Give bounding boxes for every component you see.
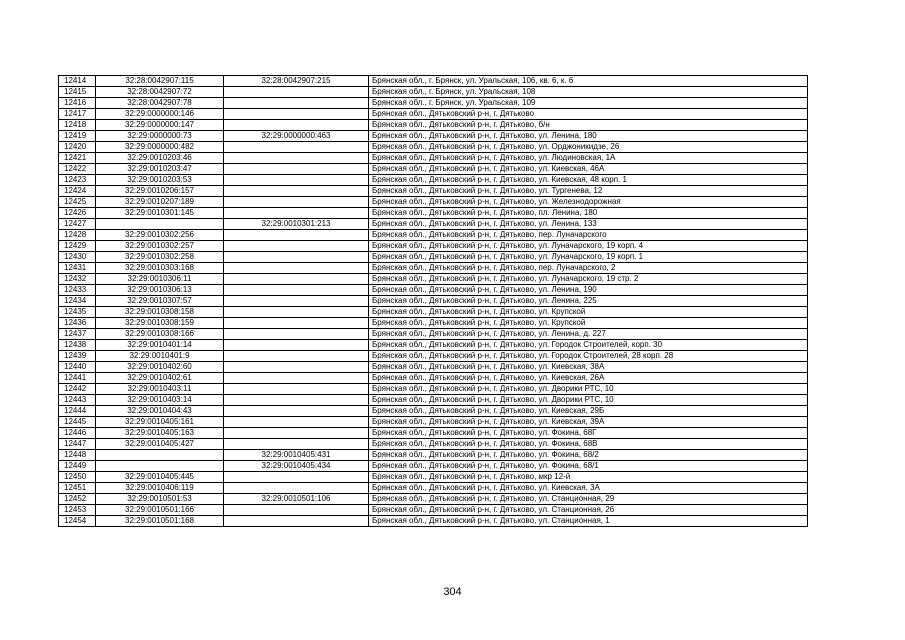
row-number-cell: 12431 xyxy=(59,263,96,274)
related-cadastral-number-cell: 32:29:0010405:434 xyxy=(224,461,369,472)
address-cell: Брянская обл., Дятьковский р-н, г. Дятьково, ул. Фокина, 68/1 xyxy=(369,461,808,472)
row-number-cell: 12447 xyxy=(59,439,96,450)
table-row xyxy=(59,87,808,98)
table-row xyxy=(59,197,808,208)
table-row xyxy=(59,219,808,230)
cadastral-number-cell: 32:29:0010401:14 xyxy=(96,340,224,351)
related-cadastral-number-cell xyxy=(224,87,369,98)
registry-table-body xyxy=(59,76,808,527)
row-number-cell: 12448 xyxy=(59,450,96,461)
cadastral-number-cell: 32:29:0010308:159 xyxy=(96,318,224,329)
address-cell: Брянская обл., г. Брянск, ул. Уральская, 106, кв. 6, к. 6 xyxy=(369,76,808,87)
row-number-cell: 12427 xyxy=(59,219,96,230)
cadastral-number-cell: 32:29:0000000:146 xyxy=(96,109,224,120)
related-cadastral-number-cell xyxy=(224,428,369,439)
related-cadastral-number-cell xyxy=(224,362,369,373)
cadastral-number-cell: 32:29:0010405:427 xyxy=(96,439,224,450)
table-row xyxy=(59,263,808,274)
address-cell: Брянская обл., Дятьковский р-н, г. Дятьково, ул. Дворики РТС, 10 xyxy=(369,395,808,406)
cadastral-number-cell: 32:29:0000000:147 xyxy=(96,120,224,131)
table-row xyxy=(59,120,808,131)
table-row xyxy=(59,450,808,461)
cadastral-number-cell: 32:29:0010307:57 xyxy=(96,296,224,307)
cadastral-number-cell: 32:29:0010403:14 xyxy=(96,395,224,406)
table-row xyxy=(59,428,808,439)
row-number-cell: 12423 xyxy=(59,175,96,186)
related-cadastral-number-cell xyxy=(224,329,369,340)
table-row xyxy=(59,142,808,153)
cadastral-number-cell xyxy=(96,450,224,461)
address-cell: Брянская обл., Дятьковский р-н, г. Дятьково, ул. Дворики РТС, 10 xyxy=(369,384,808,395)
cadastral-number-cell: 32:29:0010306:13 xyxy=(96,285,224,296)
row-number-cell: 12452 xyxy=(59,494,96,505)
cadastral-number-cell: 32:29:0010302:257 xyxy=(96,241,224,252)
cadastral-number-cell: 32:29:0010301:145 xyxy=(96,208,224,219)
address-cell: Брянская обл., Дятьковский р-н, г. Дятьково, б/н xyxy=(369,120,808,131)
address-cell: Брянская обл., Дятьковский р-н, г. Дятьково, ул. Киевская, 26А xyxy=(369,373,808,384)
address-cell: Брянская обл., Дятьковский р-н, г. Дятьково, ул. Киевская, 39А xyxy=(369,417,808,428)
row-number-cell: 12429 xyxy=(59,241,96,252)
table-row xyxy=(59,153,808,164)
related-cadastral-number-cell xyxy=(224,142,369,153)
address-cell: Брянская обл., Дятьковский р-н, г. Дятьково, пл. Ленина, 180 xyxy=(369,208,808,219)
table-row xyxy=(59,384,808,395)
table-row xyxy=(59,164,808,175)
table-row xyxy=(59,76,808,87)
cadastral-number-cell: 32:29:0010405:161 xyxy=(96,417,224,428)
row-number-cell: 12421 xyxy=(59,153,96,164)
related-cadastral-number-cell xyxy=(224,164,369,175)
table-row xyxy=(59,505,808,516)
related-cadastral-number-cell xyxy=(224,417,369,428)
table-row xyxy=(59,395,808,406)
related-cadastral-number-cell xyxy=(224,230,369,241)
table-row xyxy=(59,373,808,384)
address-cell: Брянская обл., Дятьковский р-н, г. Дятьково, ул. Фокина, 68В xyxy=(369,439,808,450)
row-number-cell: 12434 xyxy=(59,296,96,307)
table-row xyxy=(59,274,808,285)
table-row xyxy=(59,362,808,373)
address-cell: Брянская обл., Дятьковский р-н, г. Дятьково, ул. Железнодорожная xyxy=(369,197,808,208)
table-row xyxy=(59,241,808,252)
table-row xyxy=(59,131,808,142)
address-cell: Брянская обл., Дятьковский р-н, г. Дятьково, мкр 12-й xyxy=(369,472,808,483)
row-number-cell: 12425 xyxy=(59,197,96,208)
address-cell: Брянская обл., Дятьковский р-н, г. Дятьково, пер. Луначарского xyxy=(369,230,808,241)
row-number-cell: 12454 xyxy=(59,516,96,527)
cadastral-number-cell: 32:29:0010308:158 xyxy=(96,307,224,318)
row-number-cell: 12435 xyxy=(59,307,96,318)
address-cell: Брянская обл., Дятьковский р-н, г. Дятьково, ул. Ленина, 225 xyxy=(369,296,808,307)
cadastral-number-cell: 32:29:0010406:119 xyxy=(96,483,224,494)
related-cadastral-number-cell xyxy=(224,153,369,164)
table-row xyxy=(59,417,808,428)
table-row xyxy=(59,186,808,197)
cadastral-number-cell: 32:28:0042907:115 xyxy=(96,76,224,87)
related-cadastral-number-cell xyxy=(224,483,369,494)
row-number-cell: 12443 xyxy=(59,395,96,406)
related-cadastral-number-cell: 32:29:0000000:463 xyxy=(224,131,369,142)
cadastral-number-cell: 32:29:0010501:53 xyxy=(96,494,224,505)
row-number-cell: 12422 xyxy=(59,164,96,175)
row-number-cell: 12440 xyxy=(59,362,96,373)
row-number-cell: 12414 xyxy=(59,76,96,87)
row-number-cell: 12428 xyxy=(59,230,96,241)
table-row xyxy=(59,208,808,219)
row-number-cell: 12451 xyxy=(59,483,96,494)
table-row xyxy=(59,494,808,505)
row-number-cell: 12418 xyxy=(59,120,96,131)
address-cell: Брянская обл., Дятьковский р-н, г. Дятьково, ул. Луначарского, 19 корп. 1 xyxy=(369,252,808,263)
related-cadastral-number-cell xyxy=(224,340,369,351)
address-cell: Брянская обл., Дятьковский р-н, г. Дятьково, ул. Фокина, 68Г xyxy=(369,428,808,439)
row-number-cell: 12419 xyxy=(59,131,96,142)
cadastral-number-cell: 32:29:0000000:73 xyxy=(96,131,224,142)
address-cell: Брянская обл., Дятьковский р-н, г. Дятьково, ул. Ленина, д. 227 xyxy=(369,329,808,340)
row-number-cell: 12453 xyxy=(59,505,96,516)
row-number-cell: 12415 xyxy=(59,87,96,98)
related-cadastral-number-cell: 32:29:0010501:106 xyxy=(224,494,369,505)
cadastral-number-cell: 32:29:0010403:11 xyxy=(96,384,224,395)
related-cadastral-number-cell xyxy=(224,472,369,483)
cadastral-number-cell: 32:29:0000000:482 xyxy=(96,142,224,153)
row-number-cell: 12420 xyxy=(59,142,96,153)
cadastral-number-cell: 32:29:0010203:53 xyxy=(96,175,224,186)
page-number: 304 xyxy=(443,586,462,598)
address-cell: Брянская обл., Дятьковский р-н, г. Дятьково, ул. Киевская, 38А xyxy=(369,362,808,373)
row-number-cell: 12426 xyxy=(59,208,96,219)
related-cadastral-number-cell xyxy=(224,439,369,450)
cadastral-number-cell: 32:29:0010308:166 xyxy=(96,329,224,340)
address-cell: Брянская обл., Дятьковский р-н, г. Дятьково, ул. Киевская, 3А xyxy=(369,483,808,494)
related-cadastral-number-cell xyxy=(224,395,369,406)
row-number-cell: 12446 xyxy=(59,428,96,439)
related-cadastral-number-cell xyxy=(224,505,369,516)
table-row xyxy=(59,175,808,186)
related-cadastral-number-cell xyxy=(224,98,369,109)
related-cadastral-number-cell xyxy=(224,307,369,318)
table-row xyxy=(59,307,808,318)
table-row xyxy=(59,318,808,329)
table-row xyxy=(59,230,808,241)
related-cadastral-number-cell xyxy=(224,373,369,384)
address-cell: Брянская обл., Дятьковский р-н, г. Дятьково xyxy=(369,109,808,120)
address-cell: Брянская обл., г. Брянск, ул. Уральская, 108 xyxy=(369,87,808,98)
row-number-cell: 12433 xyxy=(59,285,96,296)
address-cell: Брянская обл., Дятьковский р-н, г. Дятьково, ул. Киевская, 46А xyxy=(369,164,808,175)
table-row xyxy=(59,98,808,109)
table-row xyxy=(59,516,808,527)
cadastral-number-cell: 32:29:0010405:445 xyxy=(96,472,224,483)
row-number-cell: 12417 xyxy=(59,109,96,120)
cadastral-number-cell: 32:28:0042907:78 xyxy=(96,98,224,109)
address-cell: Брянская обл., Дятьковский р-н, г. Дятьково, ул. Станционная, 1 xyxy=(369,516,808,527)
related-cadastral-number-cell xyxy=(224,516,369,527)
related-cadastral-number-cell xyxy=(224,175,369,186)
address-cell: Брянская обл., Дятьковский р-н, г. Дятьково, ул. Людиновская, 1А xyxy=(369,153,808,164)
table-row xyxy=(59,109,808,120)
related-cadastral-number-cell xyxy=(224,197,369,208)
address-cell: Брянская обл., Дятьковский р-н, г. Дятьково, ул. Ленина, 190 xyxy=(369,285,808,296)
cadastral-number-cell: 32:29:0010306:11 xyxy=(96,274,224,285)
table-row xyxy=(59,439,808,450)
address-cell: Брянская обл., Дятьковский р-н, г. Дятьково, ул. Киевская, 48 корп. 1 xyxy=(369,175,808,186)
table-row xyxy=(59,461,808,472)
address-cell: Брянская обл., Дятьковский р-н, г. Дятьково, пер. Луначарского, 2 xyxy=(369,263,808,274)
address-cell: Брянская обл., Дятьковский р-н, г. Дятьково, ул. Крупской xyxy=(369,307,808,318)
table-row xyxy=(59,329,808,340)
table-row xyxy=(59,406,808,417)
table-row xyxy=(59,285,808,296)
row-number-cell: 12438 xyxy=(59,340,96,351)
table-row xyxy=(59,351,808,362)
row-number-cell: 12442 xyxy=(59,384,96,395)
table-row xyxy=(59,252,808,263)
related-cadastral-number-cell xyxy=(224,109,369,120)
cadastral-number-cell: 32:29:0010203:46 xyxy=(96,153,224,164)
related-cadastral-number-cell xyxy=(224,252,369,263)
cadastral-number-cell: 32:29:0010404:43 xyxy=(96,406,224,417)
related-cadastral-number-cell xyxy=(224,263,369,274)
row-number-cell: 12441 xyxy=(59,373,96,384)
address-cell: Брянская обл., Дятьковский р-н, г. Дятьково, ул. Станционная, 29 xyxy=(369,494,808,505)
cadastral-number-cell: 32:29:0010401:9 xyxy=(96,351,224,362)
related-cadastral-number-cell xyxy=(224,274,369,285)
table-row xyxy=(59,340,808,351)
cadastral-number-cell: 32:29:0010501:166 xyxy=(96,505,224,516)
table-row xyxy=(59,296,808,307)
row-number-cell: 12445 xyxy=(59,417,96,428)
row-number-cell: 12444 xyxy=(59,406,96,417)
address-cell: Брянская обл., Дятьковский р-н, г. Дятьково, ул. Киевская, 29Б xyxy=(369,406,808,417)
row-number-cell: 12450 xyxy=(59,472,96,483)
row-number-cell: 12432 xyxy=(59,274,96,285)
address-cell: Брянская обл., Дятьковский р-н, г. Дятьково, ул. Орджоникидзе, 26 xyxy=(369,142,808,153)
address-cell: Брянская обл., Дятьковский р-н, г. Дятьково, ул. Тургенева, 12 xyxy=(369,186,808,197)
row-number-cell: 12416 xyxy=(59,98,96,109)
address-cell: Брянская обл., Дятьковский р-н, г. Дятьково, ул. Станционная, 26 xyxy=(369,505,808,516)
cadastral-number-cell: 32:29:0010302:258 xyxy=(96,252,224,263)
related-cadastral-number-cell xyxy=(224,406,369,417)
row-number-cell: 12437 xyxy=(59,329,96,340)
related-cadastral-number-cell: 32:28:0042907:215 xyxy=(224,76,369,87)
related-cadastral-number-cell xyxy=(224,285,369,296)
address-cell: Брянская обл., Дятьковский р-н, г. Дятьково, ул. Ленина, 133 xyxy=(369,219,808,230)
cadastral-number-cell: 32:29:0010405:163 xyxy=(96,428,224,439)
cadastral-number-cell xyxy=(96,461,224,472)
cadastral-number-cell: 32:29:0010501:168 xyxy=(96,516,224,527)
address-cell: Брянская обл., Дятьковский р-н, г. Дятьково, ул. Городок Строителей, 28 корп. 28 xyxy=(369,351,808,362)
address-cell: Брянская обл., Дятьковский р-н, г. Дятьково, ул. Крупской xyxy=(369,318,808,329)
row-number-cell: 12436 xyxy=(59,318,96,329)
address-cell: Брянская обл., Дятьковский р-н, г. Дятьково, ул. Городок Строителей, корп. 30 xyxy=(369,340,808,351)
row-number-cell: 12439 xyxy=(59,351,96,362)
related-cadastral-number-cell xyxy=(224,120,369,131)
related-cadastral-number-cell xyxy=(224,384,369,395)
cadastral-number-cell xyxy=(96,219,224,230)
row-number-cell: 12424 xyxy=(59,186,96,197)
table-row xyxy=(59,483,808,494)
address-cell: Брянская обл., Дятьковский р-н, г. Дятьково, ул. Ленина, 180 xyxy=(369,131,808,142)
related-cadastral-number-cell xyxy=(224,208,369,219)
cadastral-number-cell: 32:29:0010206:157 xyxy=(96,186,224,197)
cadastral-number-cell: 32:29:0010402:61 xyxy=(96,373,224,384)
related-cadastral-number-cell xyxy=(224,186,369,197)
cadastral-number-cell: 32:29:0010303:168 xyxy=(96,263,224,274)
row-number-cell: 12430 xyxy=(59,252,96,263)
related-cadastral-number-cell xyxy=(224,318,369,329)
cadastral-number-cell: 32:29:0010203:47 xyxy=(96,164,224,175)
cadastral-number-cell: 32:28:0042907:72 xyxy=(96,87,224,98)
related-cadastral-number-cell xyxy=(224,351,369,362)
row-number-cell: 12449 xyxy=(59,461,96,472)
table-row xyxy=(59,472,808,483)
cadastral-number-cell: 32:29:0010207:189 xyxy=(96,197,224,208)
address-cell: Брянская обл., Дятьковский р-н, г. Дятьково, ул. Луначарского, 19 корп. 4 xyxy=(369,241,808,252)
cadastral-number-cell: 32:29:0010302:256 xyxy=(96,230,224,241)
related-cadastral-number-cell: 32:29:0010301:213 xyxy=(224,219,369,230)
registry-table xyxy=(58,75,808,527)
cadastral-number-cell: 32:29:0010402:60 xyxy=(96,362,224,373)
related-cadastral-number-cell xyxy=(224,296,369,307)
address-cell: Брянская обл., Дятьковский р-н, г. Дятьково, ул. Луначарского, 19 стр. 2 xyxy=(369,274,808,285)
address-cell: Брянская обл., г. Брянск, ул. Уральская, 109 xyxy=(369,98,808,109)
address-cell: Брянская обл., Дятьковский р-н, г. Дятьково, ул. Фокина, 68/2 xyxy=(369,450,808,461)
related-cadastral-number-cell xyxy=(224,241,369,252)
related-cadastral-number-cell: 32:29:0010405:431 xyxy=(224,450,369,461)
